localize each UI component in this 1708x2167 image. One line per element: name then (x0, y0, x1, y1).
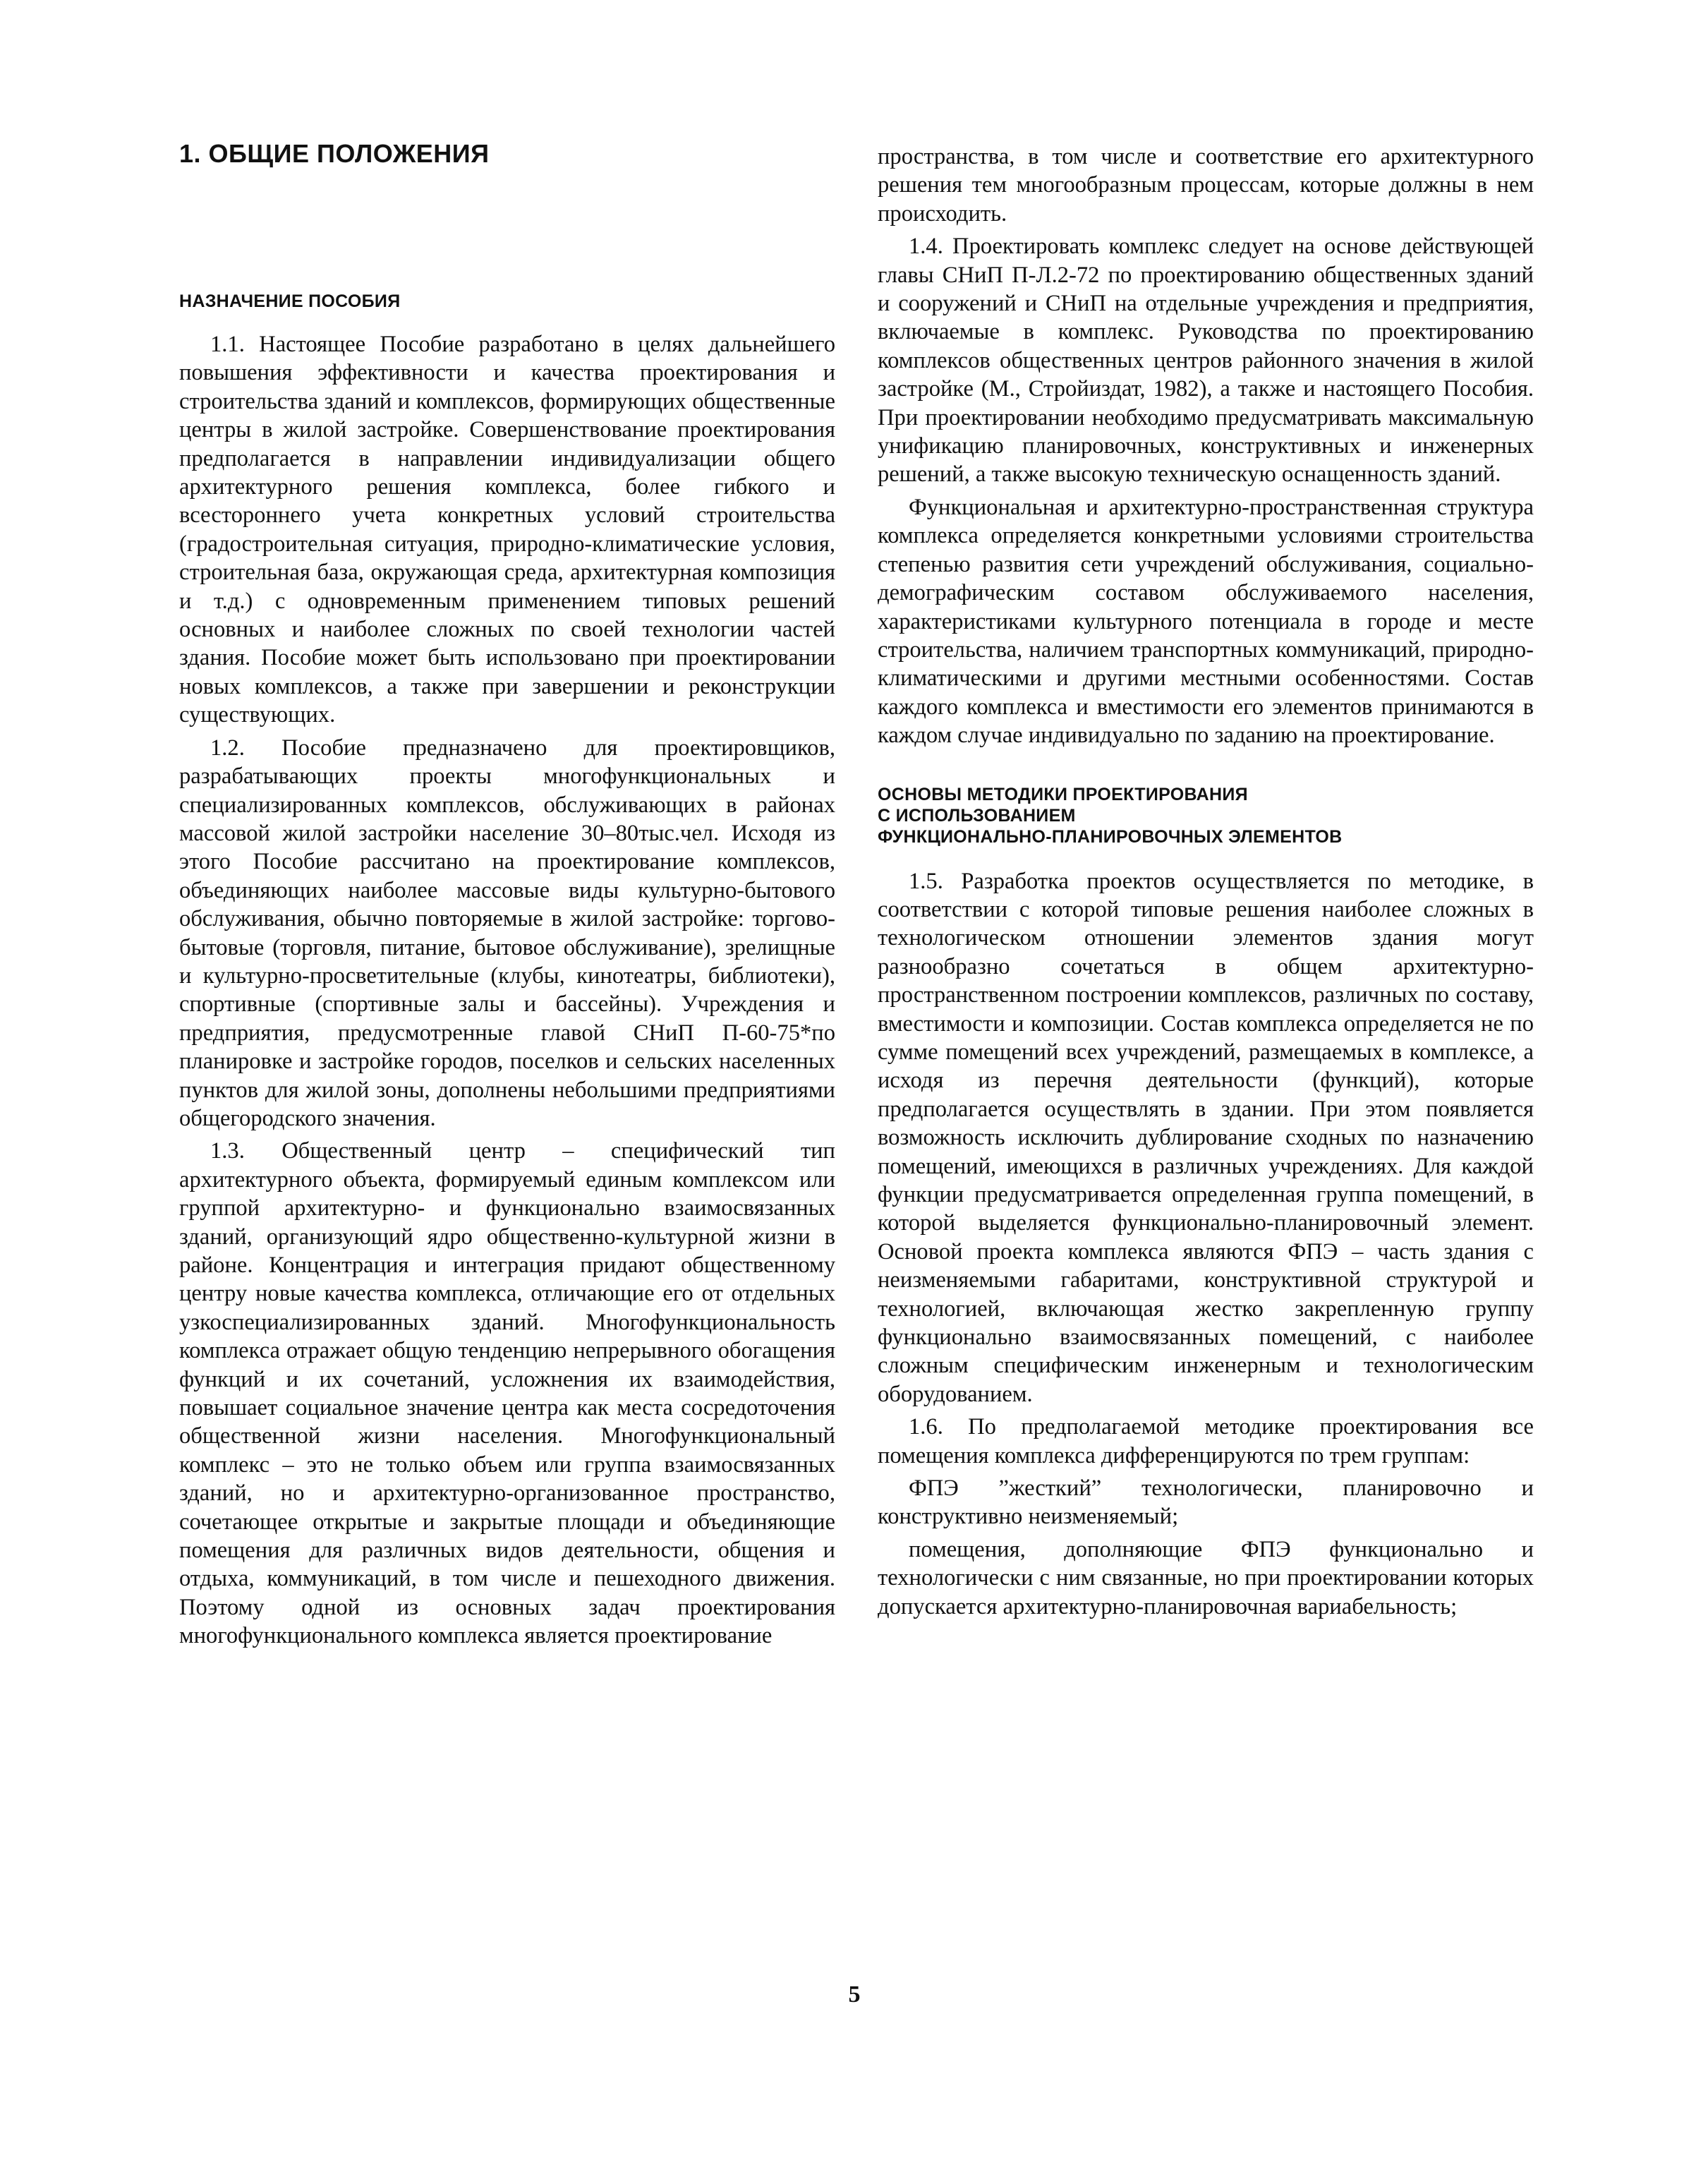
section-heading-purpose: НАЗНАЧЕНИЕ ПОСОБИЯ (179, 291, 401, 311)
right-column (878, 143, 1534, 1621)
paragraph-group-2: помещения, дополняющие ФПЭ функционально и технологически с ним связанные, но при проектировании которых допускается архитектурно-планировочная вариабельность; (878, 1536, 1534, 1619)
section-heading-line: С ИСПОЛЬЗОВАНИЕМ (878, 805, 1076, 826)
page-number: 5 (848, 1981, 861, 2008)
paragraph-1-3-continued: пространства, в том числе и соответствие его архитектурного решения тем многообразным процессам, которые должны в нем происходить. (878, 144, 1534, 227)
section-heading-line: ОСНОВЫ МЕТОДИКИ ПРОЕКТИРОВАНИЯ (878, 784, 1248, 804)
left-column (179, 138, 835, 1650)
paragraph-1-5: 1.5. Разработка проектов осуществляется по методике, в соответствии с которой типовые решения наиболее сложных в технологическом отношении элементов здания могут разнообразно сочетаться в общем архитектурно-пространственном построении комплексов, различных по составу, вместимости и композиции. Состав комплекса определяется не по сумме помещений всех учреждений, размещаемых в комплексе, а исходя из перечня деятельности (функций), которые предполагается осуществлять в здании. При этом появляется возможность исключить дублирование сходных по назначению помещений, имеющихся в различных учреждениях. Для каждой функции предусматривается определенная группа помещений, в которой выделяется функционально-планировочный элемент. Основой проекта комплекса являются ФПЭ – часть здания с неизменяемыми габаритами, конструктивной структурой и технологией, включающая жестко закрепленную группу функционально взаимосвязанных помещений, с наиболее сложным специфическим инженерным и технологическим оборудованием. (878, 868, 1534, 1407)
paragraph-functional-structure: Функциональная и архитектурно-пространственная структура комплекса определяется конкретными условиями строительства степенью развития сети учреждений обслуживания, социально-демографическим составом обслуживаемого населения, характеристиками культурного потенциала в городе и месте строительства, наличием транспортных коммуникаций, природно-климатическими и другими местными особенностями. Состав каждого комплекса и вместимости его элементов принимаются в каждом случае индивидуально по заданию на проектирование. (878, 494, 1534, 749)
paragraph-1-1: 1.1. Настоящее Пособие разработано в целях дальнейшего повышения эффективности и качества проектирования и строительства зданий и комплексов, формирующих общественные центры в жилой застройке. Совершенствование проектирования предполагается в направлении индивидуализации общего архитектурного решения комплекса, более гибкого и всестороннего учета конкретных условий строительства (градостроительная ситуация, природно-климатические условия, строительная база, окружающая среда, архитектурная композиция и т.д.) с одновременным применением типовых решений основных и наиболее сложных по своей технологии частей здания. Пособие может быть использовано при проектировании новых комплексов, а также при завершении и реконструкции существующих. (179, 332, 835, 728)
paragraph-1-3: 1.3. Общественный центр – специфический тип архитектурного объекта, формируемый единым комплексом или группой архитектурно- и функционально взаимосвязанных зданий, организующий ядро общественно-культурной жизни в районе. Концентрация и интеграция придают общественному центру новые качества комплекса, отличающие его от отдельных узкоспециализированных зданий. Многофункциональность комплекса отражает общую тенденцию непрерывного обогащения функций и их сочетаний, усложнения их взаимодействия, повышает социальное значение центра как места сосредоточения общественной жизни населения. Многофункциональный комплекс – это не только объем или группа взаимосвязанных зданий, но и архитектурно-организованное пространство, сочетающее открытые и закрытые площади и объединяющие помещения для различных видов деятельности, общения и отдыха, коммуникаций, в том числе и пешеходного движения. Поэтому одной из основных задач проектирования многофункционального комплекса является проектирование (179, 1138, 835, 1649)
section-heading-methodology (878, 784, 1534, 847)
paragraph-1-6: 1.6. По предполагаемой методике проектирования все помещения комплекса дифференцируются по трем группам: (878, 1414, 1534, 1468)
paragraph-group-1: ФПЭ ”жесткий” технологически, планировочно и конструктивно неизменяемый; (878, 1475, 1534, 1530)
section-heading-line: ФУНКЦИОНАЛЬНО-ПЛАНИРОВОЧНЫХ ЭЛЕМЕНТОВ (878, 826, 1343, 847)
paragraph-1-2: 1.2. Пособие предназначено для проектировщиков, разрабатывающих проекты многофункциональных и специализированных комплексов, обслуживающих в районах массовой жилой застройки население 30–80тыс.чел. Исходя из этого Пособие рассчитано на проектирование комплексов, объединяющих наиболее массовые виды культурно-бытового обслуживания, обычно повторяемые в жилой застройке: торгово-бытовые (торговля, питание, бытовое обслуживание), зрелищные и культурно-просветительные (клубы, кинотеатры, библиотеки), спортивные (спортивные залы и бассейны). Учреждения и предприятия, предусмотренные главой СНиП П-60-75*по планировке и застройке городов, поселков и сельских населенных пунктов для жилой зоны, дополнены небольшими предприятиями общегородского значения. (179, 735, 835, 1131)
paragraph-1-4: 1.4. Проектировать комплекс следует на основе действующей главы СНиП П-Л.2-72 по проектированию общественных зданий и сооружений и СНиП на отдельные учреждения и предприятия, включаемые в комплекс. Руководства по проектированию комплексов общественных центров районного значения в жилой застройке (М., Стройиздат, 1982), а также и настоящего Пособия. При проектировании необходимо предусматривать максимальную унификацию планировочных, конструктивных и инженерных решений, а также высокую техническую оснащенность зданий. (878, 234, 1534, 488)
chapter-title: 1. ОБЩИЕ ПОЛОЖЕНИЯ (179, 139, 490, 168)
